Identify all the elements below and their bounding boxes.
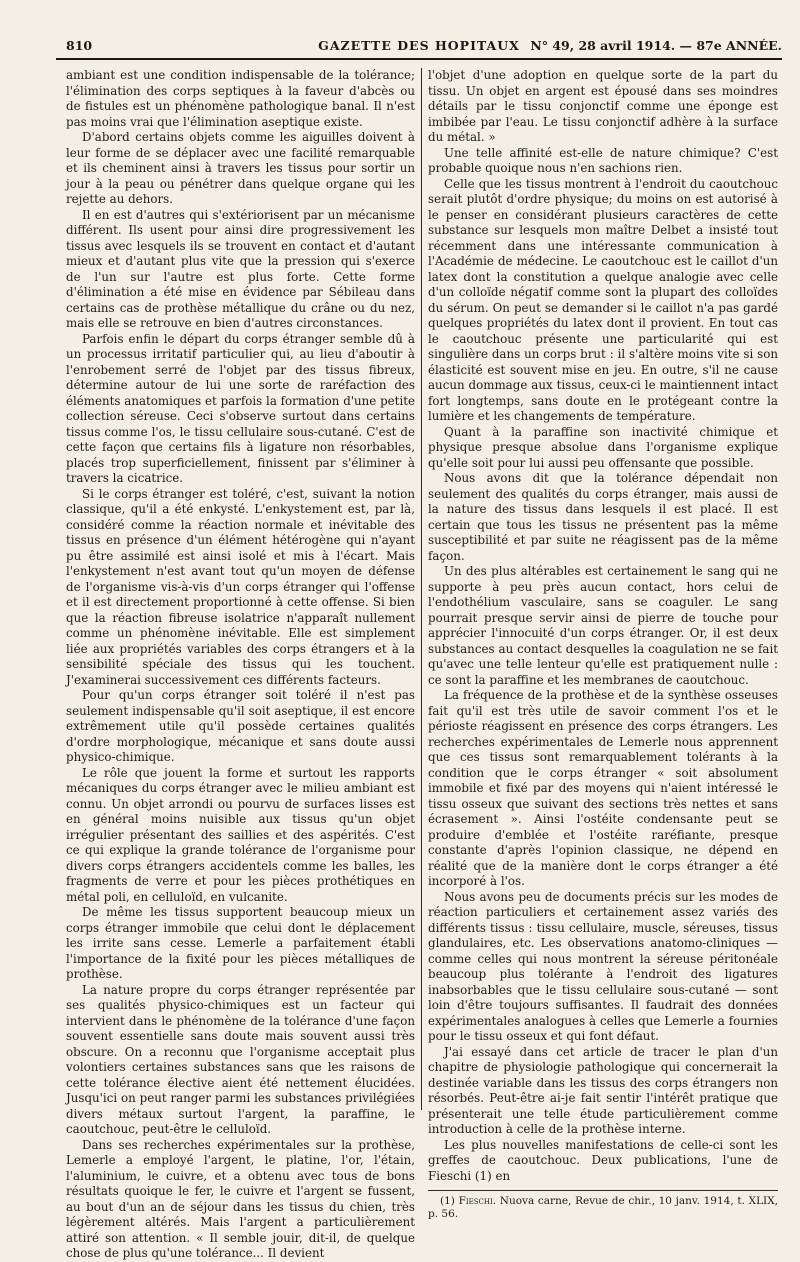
right-column [428,68,779,1220]
left-column [66,68,415,1260]
paragraph: ambiant est une condition indispensable de la tolérance; l'élimination des corps septiques à la faveur d'abcès ou de fistules est un phénomène pathologique banal. Il n'est pas moins vrai que l'élimination aseptique existe. [66,68,415,129]
paragraph: J'ai essayé dans cet article de tracer le plan d'un chapitre de physiologie pathologique qui concernerait la destinée variable dans les tissus des corps étrangers non résorbés. Peut-être ai-je fait sentir l'intérêt pratique que présenterait une telle étude particulièrement comme introduction à celle de la prothèse interne. [428,1044,778,1136]
paragraph: Un des plus altérables est certainement le sang qui ne supporte à peu près aucun contact, hors celui de l'endothélium vasculaire, sans se coaguler. Le sang pourrait presque servir ainsi de pierre de touche pour apprécier l'innocuité d'un corps étranger. Or, il est deux substances au contact desquelles la coagulation ne se fait qu'avec une telle lenteur qu'elle est pratiquement nulle : ce sont la paraffine et les membranes de caoutchouc. [428,564,778,687]
paragraph: De même les tissus supportent beaucoup mieux un corps étranger immobile que celui dont le déplacement les irrite sans cesse. Lemerle a parfaitement établi l'importance de la fixité pour les pièces métalliques de prothèse. [66,905,415,981]
paragraph: l'objet d'une adoption en quelque sorte de la part du tissu. Un objet en argent est épousé dans ses moindres détails par le tissu conjonctif comme une éponge est imbibée par l'eau. Le tissu conjonctif adhère à la surface du métal. » [428,68,778,144]
footnote-rule [428,1190,778,1191]
issue-info: N° 49, 28 avril 1914. — 87e ANNÉE. [530,38,782,53]
paragraph: Nous avons dit que la tolérance dépendait non seulement des qualités du corps étranger, mais aussi de la nature des tissus dans lesquels il est placé. Il est certain que tous les tissus ne présentent pas la même susceptibilité et par suite ne réagissent pas de la même façon. [428,471,778,563]
paragraph: Le rôle que jouent la forme et surtout les rapports mécaniques du corps étranger avec le milieu ambiant est connu. Un objet arrondi ou pourvu de surfaces lisses est en général moins nuisible aux tissus qu'un objet irrégulier présentant des saillies et des aspérités. C'est ce qui explique la grande tolérance de l'organisme pour divers corps étrangers accidentels comme les balles, les fragments de verre et pour les pièces prothétiques en métal poli, en celluloïd, en vulcanite. [66,765,415,904]
paragraph: Parfois enfin le départ du corps étranger semble dû à un processus irritatif particulier qui, au lieu d'aboutir à l'enrobement serré de l'objet par des tissus fibreux, détermine autour de lui une sorte de raréfaction des éléments anatomiques et parfois la formation d'une petite collection séreuse. Ceci s'observe surtout dans certains tissus comme l'os, le tissu cellulaire sous-cutané. C'est de cette façon que certains fils à ligature non résorbables, placés trop superficiellement, finissent par s'éliminer à travers la cicatrice. [66,331,415,485]
paragraph: La nature propre du corps étranger représentée par ses qualités physico-chimiques est un facteur qui intervient dans le phénomène de la tolérance d'une façon souvent essentielle sans doute mais souvent aussi très obscure. On a reconnu que l'organisme acceptait plus volontiers certaines substances sans que les raisons de cette tolérance élective aient été nettement élucidées. Jusqu'ici on peut ranger parmi les substances privilégiées divers métaux surtout l'argent, la paraffine, le caoutchouc, peut-être le celluloïd. [66,982,415,1136]
paragraph: Dans ses recherches expérimentales sur la prothèse, Lemerle a employé l'argent, le platine, l'or, l'étain, l'aluminium, le cuivre, et a obtenu avec tous de bons résultats quoique le fer, le cuivre et l'argent se fussent, au bout d'un an de séjour dans les tissus du chien, très légèrement altérés. Mais l'argent a particulièrement attiré son attention. « Il semble jouir, dit-il, de quelque chose de plus qu'une tolérance... Il devient [66,1137,415,1260]
article-body [56,68,782,1260]
journal-page [56,30,782,1260]
footnote-text: Nuova carne, Revue de chir., 10 janv. 1914, t. XLIX, p. 56. [428,1195,779,1220]
footnote [428,1195,778,1221]
footnote-author: Fieschi. [458,1195,497,1207]
paragraph: Quant à la paraffine son inactivité chimique et physique presque absolue dans l'organisme explique qu'elle soit pour lui aussi peu offensante que possible. [428,424,778,470]
paragraph: Celle que les tissus montrent à l'endroit du caoutchouc serait plutôt d'ordre physique; du moins on est autorisé à le penser en considérant plusieurs caractères de cette substance sur lesquels mon maître Delbet a insisté tout récemment dans une intéressante communication à l'Académie de médecine. Le caoutchouc est le caillot d'un latex dont la constitution a quelque analogie avec celle d'un colloïde négatif comme sont la plupart des colloïdes du sérum. On peut se demander si le caillot n'a pas gardé quelques propriétés du latex dont il provient. En tout cas le caoutchouc présente une particularité qui est singulière dans un corps brut : il s'altère moins vite si son élasticité est souvent mise en jeu. En outre, s'il ne cause aucun dommage aux tissus, ceux-ci le maintiennent intact fort longtemps, sans doute en le protégeant contre la lumière et les changements de température. [428,176,778,423]
paragraph: Une telle affinité est-elle de nature chimique? C'est probable quoique nous n'en sachions rien. [428,145,778,175]
paragraph: La fréquence de la prothèse et de la synthèse osseuses fait qu'il est très utile de savoir comment l'os et le périoste réagissent en présence des corps étrangers. Les recherches expérimentales de Lemerle nous apprennent que ces tissus sont remarquablement tolérants à la condition que le corps étranger « soit absolument immobile et fixé par des moyens qui n'aient intéressé le tissu osseux que suivant des sections très nettes et sans écrasement ». Ainsi l'ostéite condensante peut se produire d'emblée et l'ostéite raréfiante, presque constante d'après l'opinion classique, ne dépend en réalité que de la manière dont le corps étranger a été incorporé à l'os. [428,688,778,888]
paragraph: Pour qu'un corps étranger soit toléré il n'est pas seulement indispensable qu'il soit aseptique, il est encore extrêmement utile qu'il possède certaines qualités d'ordre morphologique, mécanique et sans doute aussi physico-chimique. [66,688,415,764]
paragraph: Les plus nouvelles manifestations de celle-ci sont les greffes de caoutchouc. Deux publications, l'une de Fieschi (1) en [428,1137,778,1183]
paragraph: Nous avons peu de documents précis sur les modes de réaction particuliers et certainement assez variés des différents tissus : tissu cellulaire, muscle, séreuses, tissus glandulaires, etc. Les observations anatomo-cliniques — comme celles qui nous montrent la séreuse péritonéale beaucoup plus tolérante à l'endroit des ligatures inabsorbables que le tissu cellulaire sous-cutané — sont loin d'être toujours suffisantes. Il faudrait des données expérimentales analogues à celles que Lemerle a fournies pour le tissu osseux et qui font défaut. [428,889,778,1043]
footnote-marker: (1) [440,1195,455,1207]
page-number: 810 [66,38,93,53]
paragraph: Si le corps étranger est toléré, c'est, suivant la notion classique, qu'il a été enkysté. L'enkystement est, par là, considéré comme la réaction normale et inévitable des tissus en présence d'un élément hétérogène qui n'ayant pu être assimilé est ainsi isolé et mis à l'écart. Mais l'enkystement n'est avant tout qu'un moyen de défense de l'organisme vis-à-vis d'un corps étranger qui l'offense et il est directement proportionné à cette offense. Si bien que la réaction fibreuse isolatrice n'apparaît nullement comme un phénomène inévitable. Elle est simplement liée aux propriétés variables des corps étrangers et à la sensibilité spéciale des tissus qui les touchent. J'examinerai successivement ces différents facteurs. [66,486,415,687]
paragraph: D'abord certains objets comme les aiguilles doivent à leur forme de se déplacer avec une facilité remarquable et ils cheminent ainsi à travers les tissus pour sortir un jour à la peau ou pénétrer dans quelque organe qui les rejette au dehors. [66,130,415,206]
paragraph: Il en est d'autres qui s'extériorisent par un mécanisme différent. Ils usent pour ainsi dire progressivement les tissus avec lesquels ils se trouvent en contact et d'autant mieux et d'autant plus vite que la pression qui s'exerce de l'un sur l'autre est plus forte. Cette forme d'élimination a été mise en évidence par Sébileau dans certains cas de prothèse métallique du crâne ou du nez, mais elle se retrouve en bien d'autres circonstances. [66,207,415,330]
journal-title: GAZETTE DES HOPITAUX [318,38,520,53]
running-header [56,30,782,60]
